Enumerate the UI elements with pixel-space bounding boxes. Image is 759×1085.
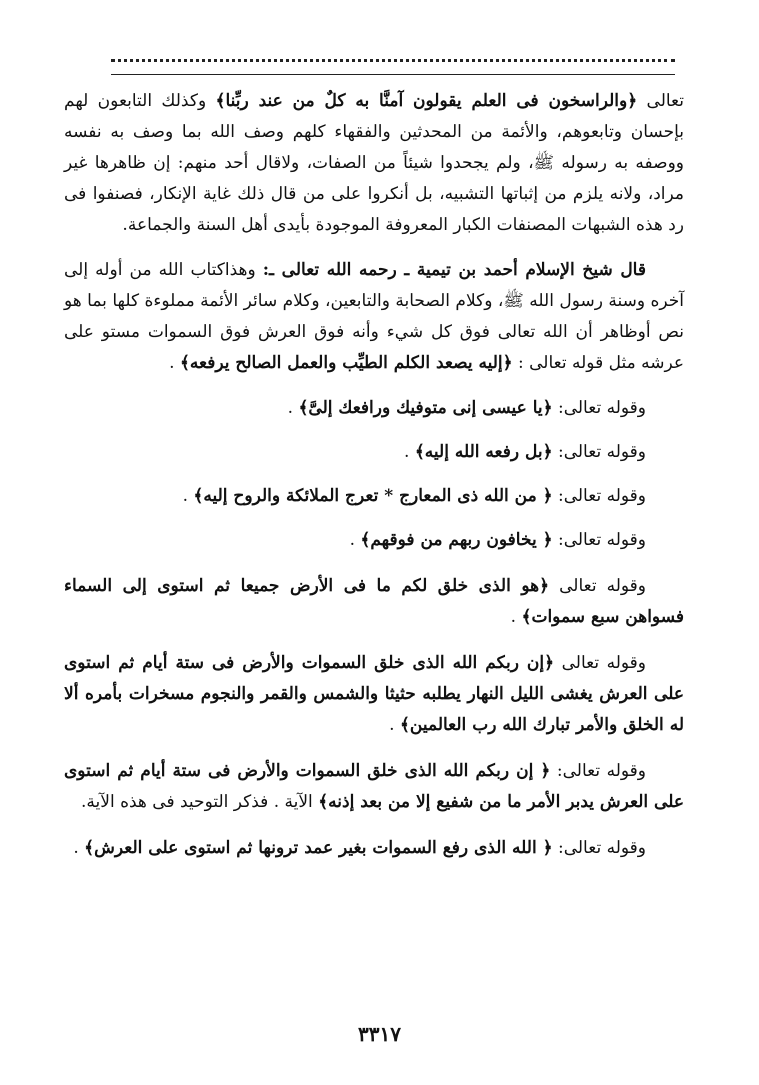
quote-lead: وقوله تعالى: [550, 761, 646, 781]
quran-verse: ﴿والراسخون فى العلم يقولون آمنَّا به كلٌ من عند ربِّنا﴾ [215, 91, 638, 111]
section-heading: قال شيخ الإسلام أحمد بن تيمية ـ رحمه الله تعالى ـ: [262, 260, 646, 280]
quote-lead: وقوله تعالى: [552, 398, 646, 418]
paragraph-end: . [169, 353, 180, 373]
paragraph-lead: تعالى [637, 91, 684, 111]
header-dotted-rule [111, 59, 675, 62]
quote-line [64, 437, 684, 468]
quote-end: . [287, 398, 299, 418]
paragraph-text: الآية . فذكر التوحيد فى هذه الآية. [81, 792, 319, 812]
paragraph-text: وكذلك التابعون لهم بإحسان وتابعوهم، والأئمة من المحدثين والفقهاء كلهم وصف الله بما وصف به نفسه ووصفه به رسوله ﷺ، ولم يجحدوا شيئاً من الصفات، ولاقال أحد منهم: إن ظاهرها غير مراد، ولانه يلزم من إثباتها التشبيه، بل أنكروا على من قال ذلك غاية الإنكار، فصنفوا فى رد هذه الشبهات المصنفات الكبار المعروفة الموجودة بأيدى أهل السنة والجماعة. [64, 91, 684, 235]
quote-lead: وقوله تعالى: [552, 486, 646, 506]
quote-line [64, 525, 684, 556]
quote-lead: وقوله تعالى: [552, 530, 646, 550]
quran-verse: ﴿ إن ربكم الله الذى خلق السموات والأرض فى ستة أيام ثم استوى على العرش يدبر الأمر ما من شفيع إلا من بعد إذنه﴾ [64, 761, 684, 812]
quran-verse: ﴿ من الله ذى المعارج * تعرج الملائكة والروح إليه﴾ [193, 486, 553, 506]
quran-verse: ﴿هو الذى خلق لكم ما فى الأرض جميعا ثم استوى إلى السماء فسواهن سبع سموات﴾ [64, 576, 684, 627]
quote-end: . [510, 607, 522, 627]
quote-line [64, 393, 684, 424]
paragraph-9 [64, 756, 684, 818]
quote-line [64, 481, 684, 512]
page-body [64, 86, 684, 864]
quran-verse: ﴿ يخافون ربهم من فوقهم﴾ [360, 530, 553, 550]
quote-lead: وقوله تعالى [549, 576, 647, 596]
quote-lead: وقوله تعالى: [552, 838, 646, 858]
quote-end: . [389, 715, 400, 735]
quote-end: . [182, 486, 194, 506]
quote-end: . [73, 838, 85, 858]
paragraph-10 [64, 833, 684, 864]
quote-end: . [349, 530, 361, 550]
header-solid-rule [111, 74, 675, 75]
quran-verse: ﴿إن ربكم الله الذى خلق السموات والأرض فى ستة أيام ثم استوى على العرش يغشى الليل النهار يطلبه حثيثا والشمس والقمر والنجوم مسخرات بأمره ألا له الخلق والأمر تبارك الله رب العالمين﴾ [64, 653, 684, 735]
quote-end: . [404, 442, 415, 462]
paragraph-8 [64, 648, 684, 741]
paragraph-2 [64, 255, 684, 379]
quran-verse: ﴿ الله الذى رفع السموات بغير عمد ترونها ثم استوى على العرش﴾ [84, 838, 553, 858]
quran-verse: ﴿إليه يصعد الكلم الطيِّب والعمل الصالح يرفعه﴾ [179, 353, 513, 373]
quote-lead: وقوله تعالى: [552, 442, 646, 462]
page-number: ٣٣١٧ [358, 1022, 401, 1046]
paragraph-1 [64, 86, 684, 241]
quran-verse: ﴿يا عيسى إنى متوفيك ورافعك إلىَّ﴾ [298, 398, 553, 418]
quran-verse: ﴿بل رفعه الله إليه﴾ [414, 442, 553, 462]
paragraph-7 [64, 571, 684, 633]
paragraph-text: وهذاكتاب الله من أوله إلى آخره وسنة رسول الله ﷺ، وكلام الصحابة والتابعين، وكلام سائر الأئمة مملوءة كلها بما هو نص أوظاهر أن الله تعالى فوق كل شيء وأنه فوق العرش فوق السموات مستو على عرشه مثل قوله تعالى : [64, 260, 684, 373]
quote-lead: وقوله تعالى [554, 653, 646, 673]
